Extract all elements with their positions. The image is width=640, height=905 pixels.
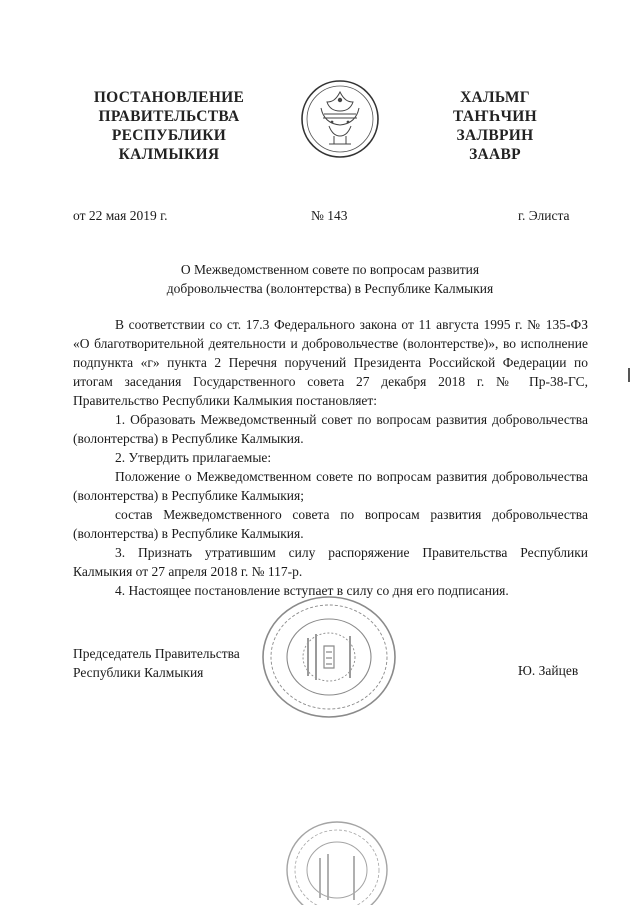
document-number: № 143	[311, 208, 348, 223]
issuer-line: ПРАВИТЕЛЬСТВА	[98, 108, 240, 125]
signatory-title-line: Республики Калмыкия	[73, 665, 204, 680]
issuer-line: ЗАЛВРИН	[456, 127, 534, 144]
scan-edge-mark	[628, 368, 630, 382]
document-body	[73, 315, 588, 600]
issuer-line: ПОСТАНОВЛЕНИЕ	[93, 89, 245, 106]
signatory-title	[73, 644, 240, 682]
title-line: О Межведомственном совете по вопросам развития	[180, 262, 480, 277]
issuer-line: ЗААВР	[469, 146, 521, 163]
signatory-name: Ю. Зайцев	[518, 663, 579, 678]
clause-2-composition: состав Межведомственного совета по вопросам развития добровольчества (волонтерства) в Республике Калмыкия.	[73, 507, 588, 541]
issuer-line: РЕСПУБЛИКИ	[111, 127, 227, 144]
issuer-line: ХАЛЬМГ	[460, 89, 530, 106]
issuer-line: КАЛМЫКИЯ	[118, 146, 220, 163]
clause-4: 4. Настоящее постановление вступает в силу со дня его подписания.	[115, 583, 509, 598]
issuer-title-kalmyk	[420, 88, 570, 164]
clause-2-regulation: Положение о Межведомственном совете по вопросам развития добровольчества (волонтерства) в Республике Калмыкия;	[73, 469, 588, 503]
document-city: г. Элиста	[518, 208, 570, 223]
official-round-seal-partial-icon	[282, 808, 392, 905]
clause-2: 2. Утвердить прилагаемые:	[115, 450, 272, 465]
clause-3: 3. Признать утратившим силу распоряжение Правительства Республики Калмыкия от 27 апреля 2018 г. № 117-р.	[73, 545, 588, 579]
official-round-seal-icon	[258, 592, 400, 722]
kalmykia-coat-of-arms-icon	[299, 78, 381, 160]
issuer-line: ТАҤҺЧИН	[452, 108, 537, 125]
preamble-paragraph: В соответствии со ст. 17.3 Федерального закона от 11 августа 1995 г. № 135-ФЗ «О благотворительной деятельности и добровольчестве (волонтерстве)», во исполнение подпункта «г» пункта 2 Перечня поручений Президента Российской Федерации по итогам заседания Государственного совета 27 декабря 2018 г. № Пр-38-ГС, Правительство Республики Калмыкия постановляет:	[73, 317, 588, 408]
signatory-title-line: Председатель Правительства	[73, 646, 240, 661]
title-line: добровольчества (волонтерства) в Республике Калмыкия	[166, 281, 494, 296]
document-date: от 22 мая 2019 г.	[73, 208, 168, 223]
clause-1: 1. Образовать Межведомственный совет по вопросам развития добровольчества (волонтерства) в Республике Калмыкия.	[73, 412, 588, 446]
issuer-title-russian	[84, 88, 254, 164]
document-title	[100, 260, 560, 298]
